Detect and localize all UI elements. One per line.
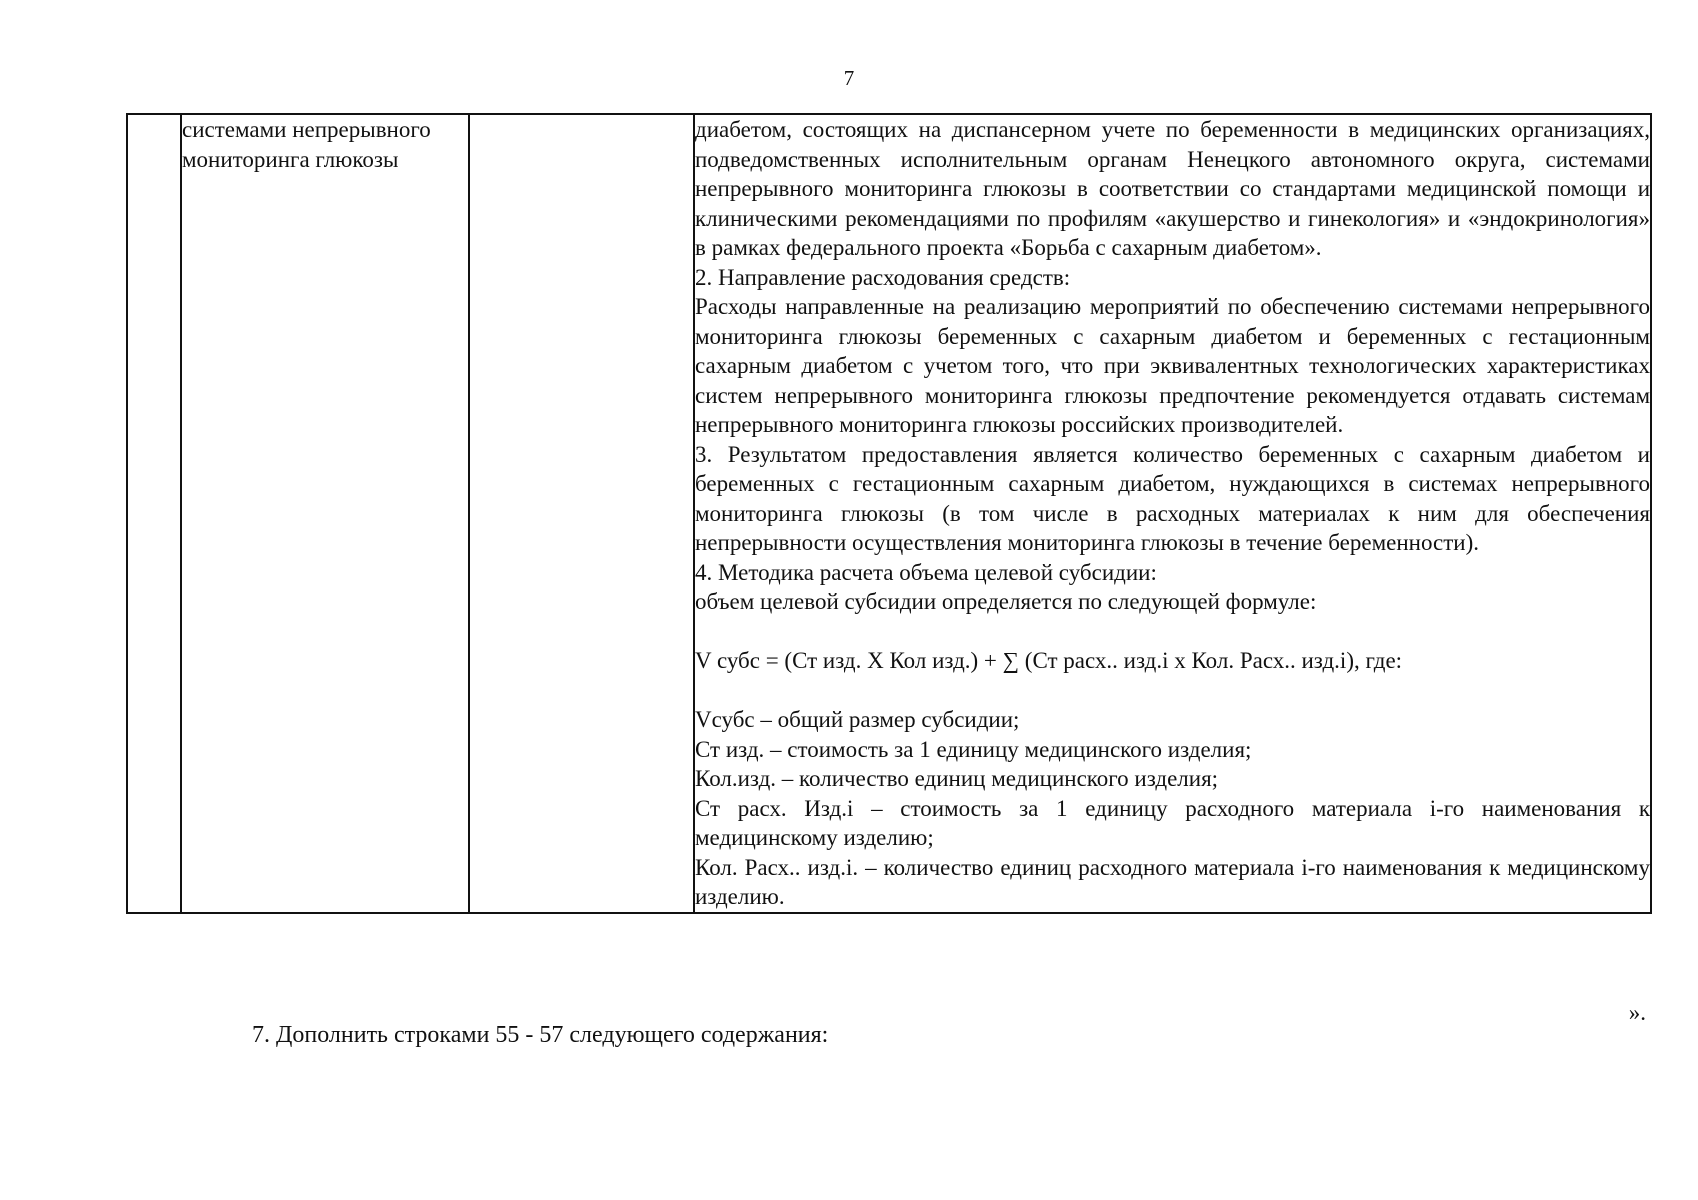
formula-line: V субс = (Ст изд. Х Кол изд.) + ∑ (Ст расх.. изд.i х Кол. Расх.. изд.i), где: <box>695 648 1403 673</box>
definition-line: Кол. Расх.. изд.i. – количество единиц расходного материала i-го наименования к медицинскому изделию. <box>695 854 1650 909</box>
row-description-cell <box>694 114 1651 913</box>
row-name-line: системами непрерывного <box>182 117 431 142</box>
table-row <box>127 114 1651 913</box>
definition-line: Vсубс – общий размер субсидии; <box>695 707 1020 732</box>
document-table <box>126 113 1652 914</box>
empty-cell <box>469 114 694 913</box>
blank-line <box>695 676 1650 706</box>
description-paragraph: Расходы направленные на реализацию мероприятий по обеспечению системами непрерывного мониторинга глюкозы беременных с сахарным диабетом и беременных с гестационным сахарным диабетом с учетом того, что при эквивалентных технологических характеристиках систем непрерывного мониторинга глюкозы предпочтение рекомендуется отдавать системам непрерывного мониторинга глюкозы российских производителей. <box>695 294 1650 437</box>
description-heading: 2. Направление расходования средств: <box>695 264 1071 290</box>
closing-quote: ». <box>1628 1000 1646 1025</box>
description-paragraph: диабетом, состоящих на диспансерном учете по беременности в медицинских организациях, подведомственных исполнительным органам Ненецкого автономного округа, системами непрерывного мониторинга глюкозы в соответствии со стандартами медицинской помощи и клиническими рекомендациями по профилям «акушерство и гинекология» и «эндокринология» в рамках федерального проекта «Борьба с сахарным диабетом». <box>695 117 1650 260</box>
definition-line: Ст расх. Изд.i – стоимость за 1 единицу расходного материала i-го наименования к медицинскому изделию; <box>695 795 1650 850</box>
definition-line: Ст изд. – стоимость за 1 единицу медицинского изделия; <box>695 736 1252 762</box>
definition-line: Кол.изд. – количество единиц медицинского изделия; <box>695 766 1219 791</box>
page-number: 7 <box>843 66 855 90</box>
description-paragraph: 3. Результатом предоставления является количество беременных с сахарным диабетом и беременных с гестационным сахарным диабетом, нуждающихся в системах непрерывного мониторинга глюкозы (в том числе в расходных материалах к ним для обеспечения непрерывности осуществления мониторинга глюкозы в течение беременности). <box>695 441 1650 555</box>
description-paragraph: объем целевой субсидии определяется по следующей формуле: <box>695 589 1317 614</box>
row-name-cell <box>181 114 469 913</box>
row-number-cell <box>127 114 181 913</box>
blank-line <box>695 617 1650 647</box>
amendment-text: 7. Дополнить строками 55 - 57 следующего содержания: <box>252 1022 829 1048</box>
row-name-line: мониторинга глюкозы <box>182 146 399 172</box>
description-heading: 4. Методика расчета объема целевой субсидии: <box>695 559 1157 585</box>
